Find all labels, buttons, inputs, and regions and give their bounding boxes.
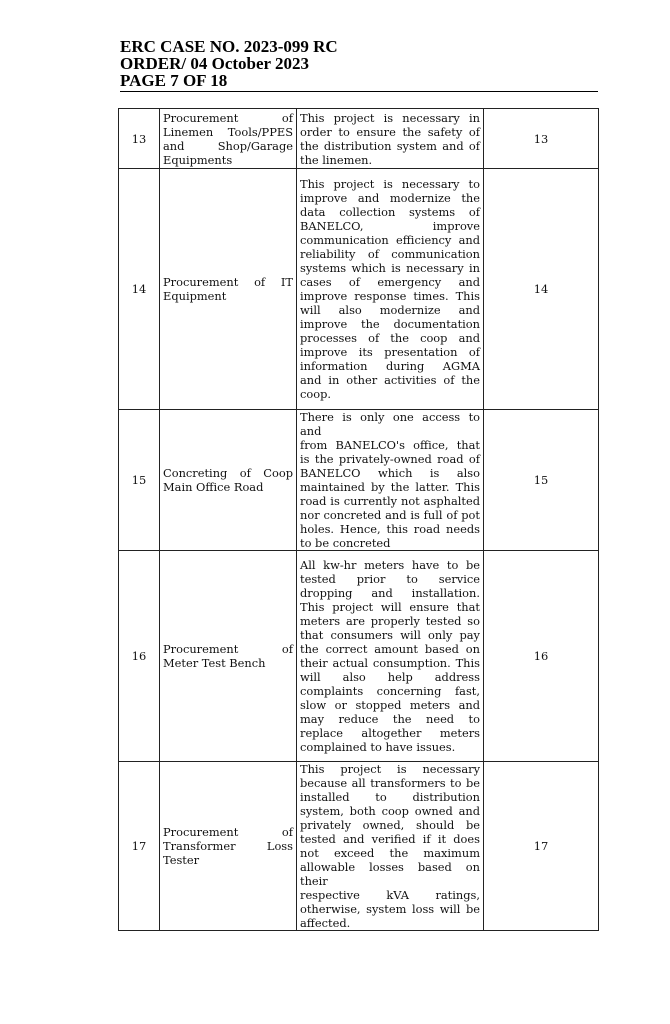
project-name-line: Procurement of (163, 110, 293, 125)
justification-line: not exceed the maximum (300, 846, 480, 860)
justification-line: reliability of communication (300, 247, 480, 261)
justification-line: complained to have issues. (300, 740, 456, 754)
justification (297, 551, 484, 762)
project-name-line: Procurement of (163, 642, 293, 656)
row-number: 13 (119, 109, 160, 169)
justification-line: road is currently not asphalted (300, 494, 480, 508)
project-name-line: Linemen Tools/PPES (163, 124, 293, 139)
project-name-line: Equipment (163, 289, 227, 303)
justification-line: tested and verified if it does (300, 832, 480, 846)
row-number: 14 (119, 169, 160, 410)
table-row (119, 551, 599, 762)
justification-line: This project is necessary (300, 762, 480, 776)
row-number: 15 (119, 410, 160, 551)
project-name-line: Main Office Road (163, 480, 264, 494)
justification-line: nor concreted and is full of pot (300, 508, 480, 522)
project-name-line: Procurement of (163, 825, 293, 839)
justification-line: cases of emergency and (300, 275, 480, 289)
project-name (160, 410, 297, 551)
projects-table-body (119, 109, 599, 931)
project-name-line: Procurement of IT (163, 275, 293, 289)
project-name (160, 551, 297, 762)
row-reference: 13 (484, 109, 599, 169)
justification-line: maintained by the latter. This (300, 480, 480, 494)
justification-line: allowable losses based on their (300, 860, 480, 888)
project-name-line: Tester (163, 853, 200, 867)
justification-line: the correct amount based on (300, 642, 480, 656)
justification-line: order to ensure the safety of (300, 124, 480, 139)
order-date: ORDER/ 04 October 2023 (120, 54, 310, 73)
table-row (119, 762, 599, 931)
header-rule (120, 91, 598, 92)
justification-line: privately owned, should be (300, 818, 480, 832)
justification-line: This project is necessary in (300, 110, 480, 125)
justification-line: holes. Hence, this road needs (300, 522, 480, 536)
project-name-line: and Shop/Garage (163, 138, 293, 153)
justification-line: coop. (300, 387, 332, 401)
justification-line: because all transformers to be (300, 776, 480, 790)
document-header (120, 38, 600, 89)
case-number: ERC CASE NO. 2023-099 RC (120, 37, 338, 56)
project-name-line: Meter Test Bench (163, 656, 266, 670)
justification-line: system, both coop owned and (300, 804, 480, 818)
justification-line: and in other activities of the (300, 373, 480, 387)
justification (297, 169, 484, 410)
table-row (119, 169, 599, 410)
justification-line: There is only one access to and (300, 410, 480, 438)
project-name (160, 762, 297, 931)
justification-line: data collection systems of (300, 205, 480, 219)
row-number: 17 (119, 762, 160, 931)
justification-line: complaints concerning fast, (300, 684, 480, 698)
project-name (160, 109, 297, 169)
justification-line: BANELCO which is also (300, 466, 480, 480)
justification-line: This project is necessary to (300, 177, 480, 191)
justification-line: improve response times. This (300, 289, 480, 303)
project-name-line: Transformer Loss (163, 839, 293, 853)
justification-line: affected. (300, 916, 351, 930)
justification-line: BANELCO, improve (300, 219, 480, 233)
justification-line: that consumers will only pay (300, 628, 480, 642)
justification-line: improve its presentation of (300, 345, 480, 359)
justification-line: will also modernize and (300, 303, 480, 317)
justification-line: may reduce the need to (300, 712, 480, 726)
row-number: 16 (119, 551, 160, 762)
justification-line: slow or stopped meters and (300, 698, 480, 712)
justification-line: their actual consumption. This (300, 656, 480, 670)
justification-line: installed to distribution (300, 790, 480, 804)
justification (297, 762, 484, 931)
project-name-line: Equipments (163, 152, 233, 167)
row-reference: 14 (484, 169, 599, 410)
justification-line: is the privately-owned road of (300, 452, 480, 466)
justification-line: information during AGMA (300, 359, 480, 373)
projects-table (118, 108, 599, 931)
justification-line: the linemen. (300, 152, 373, 167)
justification-line: dropping and installation. (300, 586, 480, 600)
justification-line: processes of the coop and (300, 331, 480, 345)
table-row (119, 410, 599, 551)
justification-line: will also help address (300, 670, 480, 684)
page-number: PAGE 7 OF 18 (120, 71, 228, 90)
project-name-line: Concreting of Coop (163, 466, 293, 480)
justification-line: All kw-hr meters have to be (300, 558, 480, 572)
justification-line: communication efficiency and (300, 233, 480, 247)
justification-line: to be concreted (300, 536, 391, 550)
justification-line: otherwise, system loss will be (300, 902, 480, 916)
justification-line: improve the documentation (300, 317, 480, 331)
justification-line: This project will ensure that (300, 600, 480, 614)
row-reference: 15 (484, 410, 599, 551)
justification-line: the distribution system and of (300, 138, 480, 153)
justification (297, 109, 484, 169)
justification-line: from BANELCO's office, that (300, 438, 480, 452)
justification-line: meters are properly tested so (300, 614, 480, 628)
row-reference: 17 (484, 762, 599, 931)
justification-line: systems which is necessary in (300, 261, 480, 275)
justification-line: replace altogether meters (300, 726, 480, 740)
row-reference: 16 (484, 551, 599, 762)
table-row (119, 109, 599, 169)
project-name (160, 169, 297, 410)
justification-line: respective kVA ratings, (300, 888, 480, 902)
justification-line: improve and modernize the (300, 191, 480, 205)
justification (297, 410, 484, 551)
justification-line: tested prior to service (300, 572, 480, 586)
